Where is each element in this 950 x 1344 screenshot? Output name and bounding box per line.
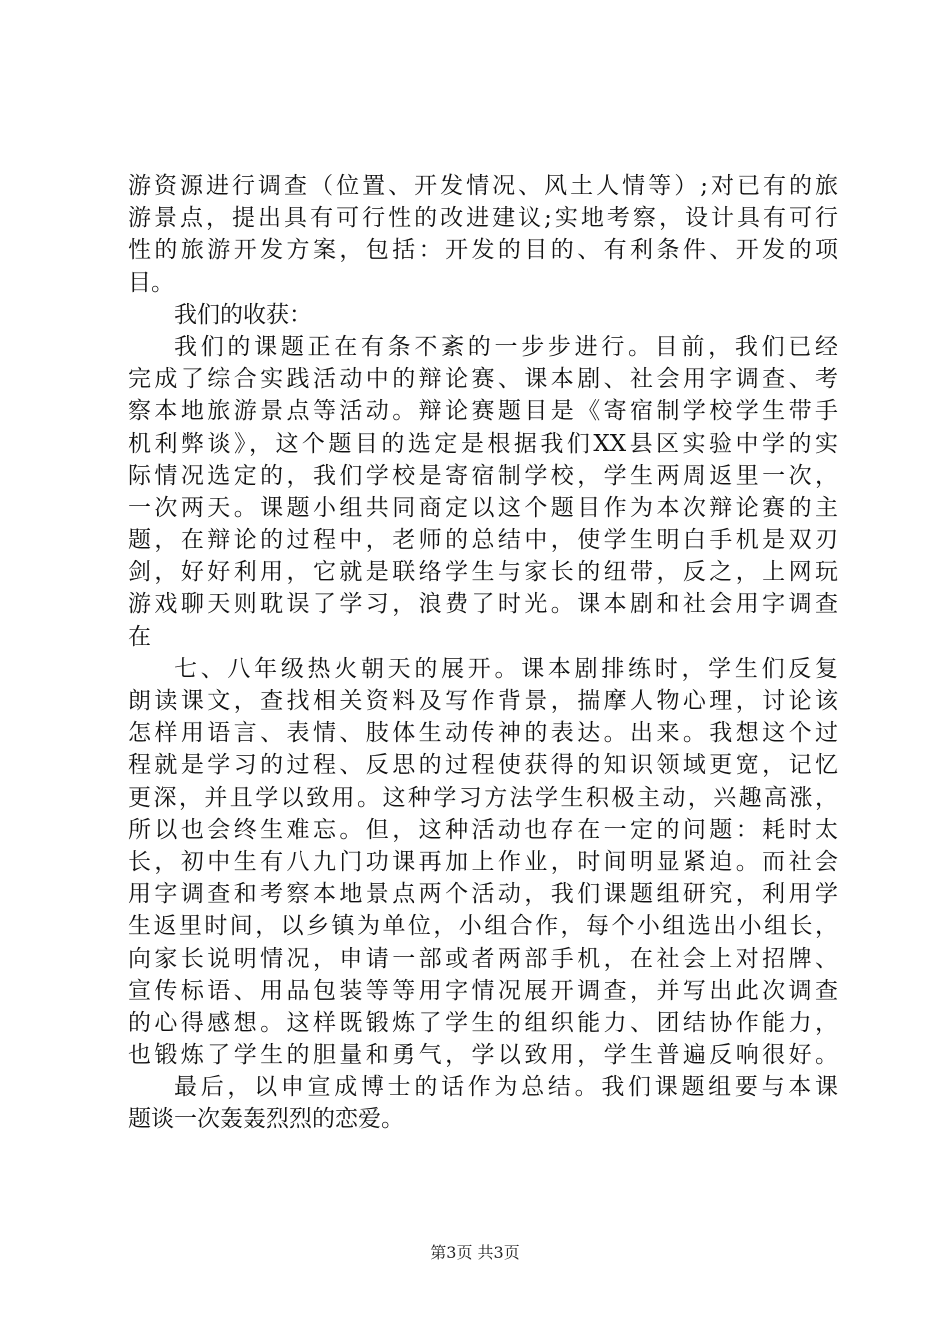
page-number-footer: 第3页 共3页 <box>430 1243 520 1262</box>
text-line: 宣传标语、用品包装等等用字情况展开调查，并写出此次调查 <box>128 977 838 1004</box>
text-line: 目。 <box>128 269 174 296</box>
section-heading: 我们的收获： <box>174 301 312 328</box>
text-line: 性的旅游开发方案，包括：开发的目的、有利条件、开发的项 <box>128 237 838 264</box>
text-line: 游资源进行调查（位置、开发情况、风土人情等）;对已有的旅 <box>128 173 838 199</box>
text-line: 也锻炼了学生的胆量和勇气，学以致用，学生普遍反响很好。 <box>128 1042 838 1069</box>
text-line: 题，在辩论的过程中，老师的总结中，使学生明白手机是双刃 <box>128 527 838 554</box>
text-line: 向家长说明情况，申请一部或者两部手机，在社会上对招牌、 <box>128 945 838 972</box>
text-line: 七、八年级热火朝天的展开。课本剧排练时，学生们反复 <box>174 655 838 682</box>
text-line: 剑，好好利用，它就是联络学生与家长的纽带，反之，上网玩 <box>128 559 838 586</box>
text-line: 一次两天。课题小组共同商定以这个题目作为本次辩论赛的主 <box>128 494 838 521</box>
text-line: 完成了综合实践活动中的辩论赛、课本剧、社会用字调查、考 <box>128 366 838 393</box>
text-line: 游戏聊天则耽误了学习，浪费了时光。课本剧和社会用字调查 <box>128 591 838 618</box>
text-line: 用字调查和考察本地景点两个活动，我们课题组研究，利用学 <box>128 881 838 908</box>
text-line: 最后，以申宣成博士的话作为总结。我们课题组要与本课 <box>174 1074 838 1101</box>
text-line: 更深，并且学以致用。这种学习方法学生积极主动，兴趣高涨， <box>128 784 838 811</box>
text-line: 察本地旅游景点等活动。辩论赛题目是《寄宿制学校学生带手 <box>128 398 838 425</box>
text-line: 际情况选定的，我们学校是寄宿制学校，学生两周返里一次， <box>128 462 838 489</box>
body-text <box>128 170 838 1136</box>
text-line: 的心得感想。这样既锻炼了学生的组织能力、团结协作能力， <box>128 1009 838 1036</box>
text-line: 游景点，提出具有可行性的改进建议;实地考察，设计具有可行 <box>128 205 838 232</box>
text-line: 程就是学习的过程、反思的过程使获得的知识领域更宽，记忆 <box>128 752 838 779</box>
text-line: 朗读课文，查找相关资料及写作背景，揣摩人物心理，讨论该 <box>128 688 838 714</box>
text-line: 我们的课题正在有条不紊的一步步进行。目前，我们已经 <box>174 333 838 360</box>
text-line: 生返里时间，以乡镇为单位，小组合作，每个小组选出小组长， <box>128 913 838 940</box>
text-line: 题谈一次轰轰烈烈的恋爱。 <box>128 1106 404 1133</box>
text-line: 所以也会终生难忘。但，这种活动也存在一定的问题：耗时太 <box>128 816 838 843</box>
text-line: 机利弊谈》，这个题目的选定是根据我们XX县区实验中学的实 <box>128 430 838 457</box>
text-line: 怎样用语言、表情、肢体生动传神的表达。出来。我想这个过 <box>128 720 838 747</box>
text-line: 长，初中生有八九门功课再加上作业，时间明显紧迫。而社会 <box>128 848 838 875</box>
text-line: 在 <box>128 623 151 650</box>
